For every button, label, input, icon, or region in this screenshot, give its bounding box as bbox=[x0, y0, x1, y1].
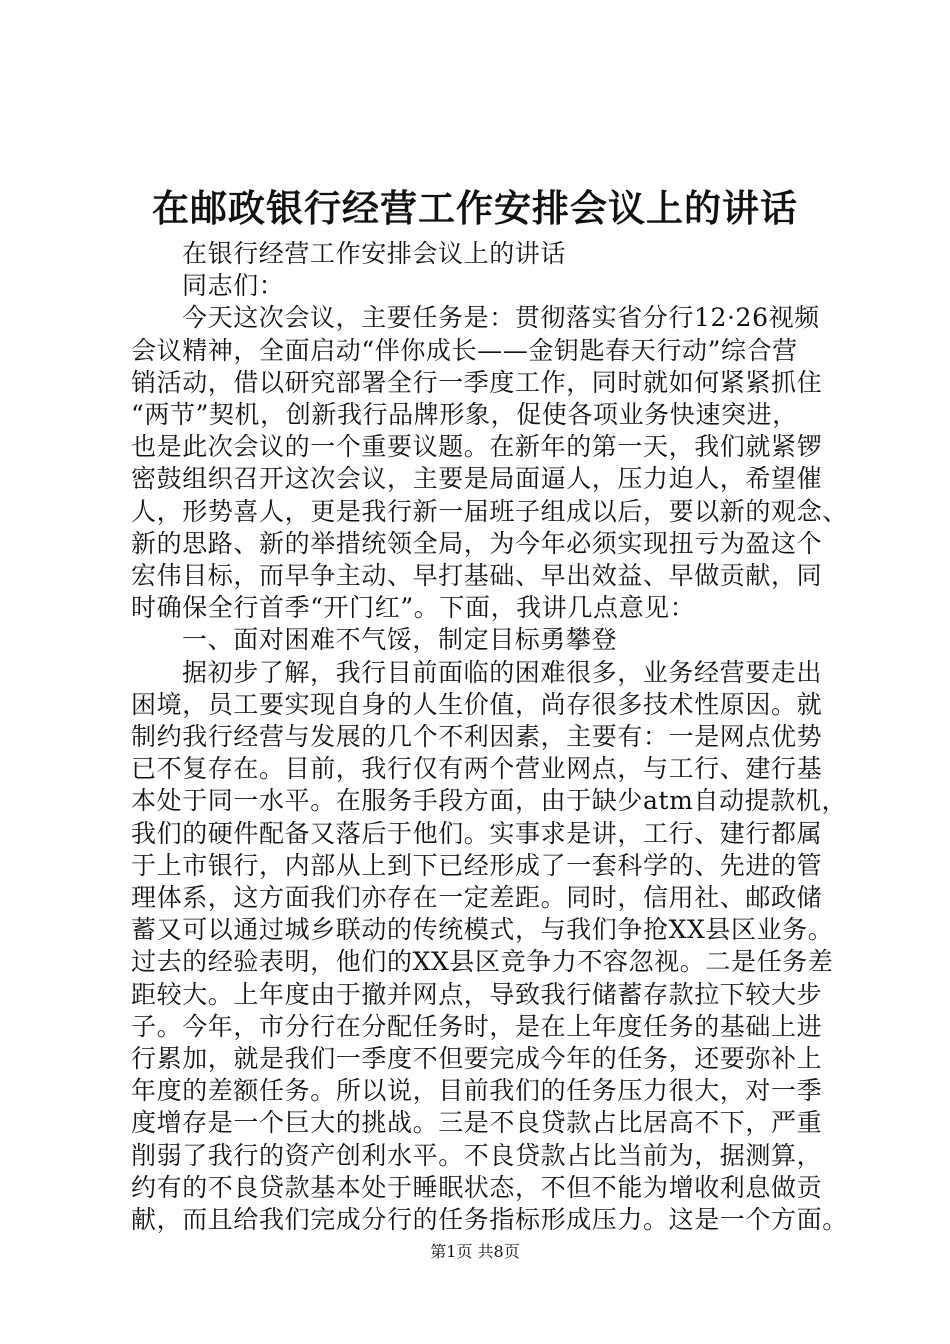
section-heading: 一、面对困难不气馁，制定目标勇攀登 bbox=[182, 625, 618, 655]
paragraph-line: 人，形势喜人，更是我行新一届班子组成以后，要以新的观念、 bbox=[131, 496, 848, 526]
paragraph-line: 会议精神，全面启动“伴你成长——金钥匙春天行动”综合营 bbox=[131, 335, 798, 365]
paragraph-line: 子。今年，市分行在分配任务时，是在上年度任务的基础上进 bbox=[131, 1011, 823, 1041]
paragraph-line: 也是此次会议的一个重要议题。在新年的第一天，我们就紧锣 bbox=[131, 432, 823, 462]
paragraph-line: 据初步了解，我行目前面临的困难很多，业务经营要走出 bbox=[182, 657, 823, 687]
paragraph-line: 度增存是一个巨大的挑战。三是不良贷款占比居高不下，严重 bbox=[131, 1108, 823, 1138]
paragraph-line: 制约我行经营与发展的几个不利因素，主要有：一是网点优势 bbox=[131, 722, 823, 752]
paragraph-line: 蓄又可以通过城乡联动的传统模式，与我们争抢XX县区业务。 bbox=[131, 915, 834, 945]
paragraph-line: 年度的差额任务。所以说，目前我们的任务压力很大，对一季 bbox=[131, 1076, 823, 1106]
document-body bbox=[131, 238, 848, 1236]
paragraph-line: 时确保全行首季“开门红”。下面，我讲几点意见： bbox=[131, 593, 696, 623]
subtitle-line: 在银行经营工作安排会议上的讲话 bbox=[182, 239, 567, 268]
paragraph-line: 密鼓组织召开这次会议，主要是局面逼人，压力迫人，希望催 bbox=[131, 464, 823, 494]
paragraph-line: 理体系，这方面我们亦存在一定差距。同时，信用社、邮政储 bbox=[131, 883, 823, 913]
paragraph-line: 过去的经验表明，他们的XX县区竞争力不容忽视。二是任务差 bbox=[131, 947, 834, 977]
paragraph-line: 约有的不良贷款基本处于睡眠状态，不但不能为增收利息做贡 bbox=[131, 1172, 823, 1202]
paragraph-line: 献，而且给我们完成分行的任务指标形成压力。这是一个方面。 bbox=[131, 1205, 848, 1235]
paragraph-line: 销活动，借以研究部署全行一季度工作，同时就如何紧紧抓住 bbox=[131, 367, 823, 397]
paragraph-line: 宏伟目标，而早争主动、早打基础、早出效益、早做贡献，同 bbox=[131, 561, 823, 591]
paragraph-line: 今天这次会议，主要任务是：贯彻落实省分行12·26视频 bbox=[182, 303, 820, 333]
page-number-footer: 第1页 共8页 bbox=[430, 1242, 520, 1261]
paragraph-line: 困境，员工要实现自身的人生价值，尚存很多技术性原因。就 bbox=[131, 689, 823, 719]
paragraph-line: 行累加，就是我们一季度不但要完成今年的任务，还要弥补上 bbox=[131, 1044, 823, 1074]
paragraph-line: 距较大。上年度由于撤并网点，导致我行储蓄存款拉下较大步 bbox=[131, 979, 823, 1009]
paragraph-line: 我们的硬件配备又落后于他们。实事求是讲，工行、建行都属 bbox=[131, 818, 823, 848]
paragraph-line: 本处于同一水平。在服务手段方面，由于缺少atm自动提款机， bbox=[131, 786, 848, 816]
salutation-line: 同志们： bbox=[182, 271, 285, 301]
paragraph-line: “两节”契机，创新我行品牌形象，促使各项业务快速突进， bbox=[131, 400, 798, 430]
paragraph-line: 新的思路、新的举措统领全局，为今年必须实现扭亏为盈这个 bbox=[131, 528, 823, 558]
document-title: 在邮政银行经营工作安排会议上的讲话 bbox=[152, 186, 798, 230]
paragraph-line: 削弱了我行的资产创利水平。不良贷款占比当前为，据测算， bbox=[131, 1140, 823, 1170]
paragraph-line: 于上市银行，内部从上到下已经形成了一套科学的、先进的管 bbox=[131, 850, 823, 880]
paragraph-line: 已不复存在。目前，我行仅有两个营业网点，与工行、建行基 bbox=[131, 754, 823, 784]
